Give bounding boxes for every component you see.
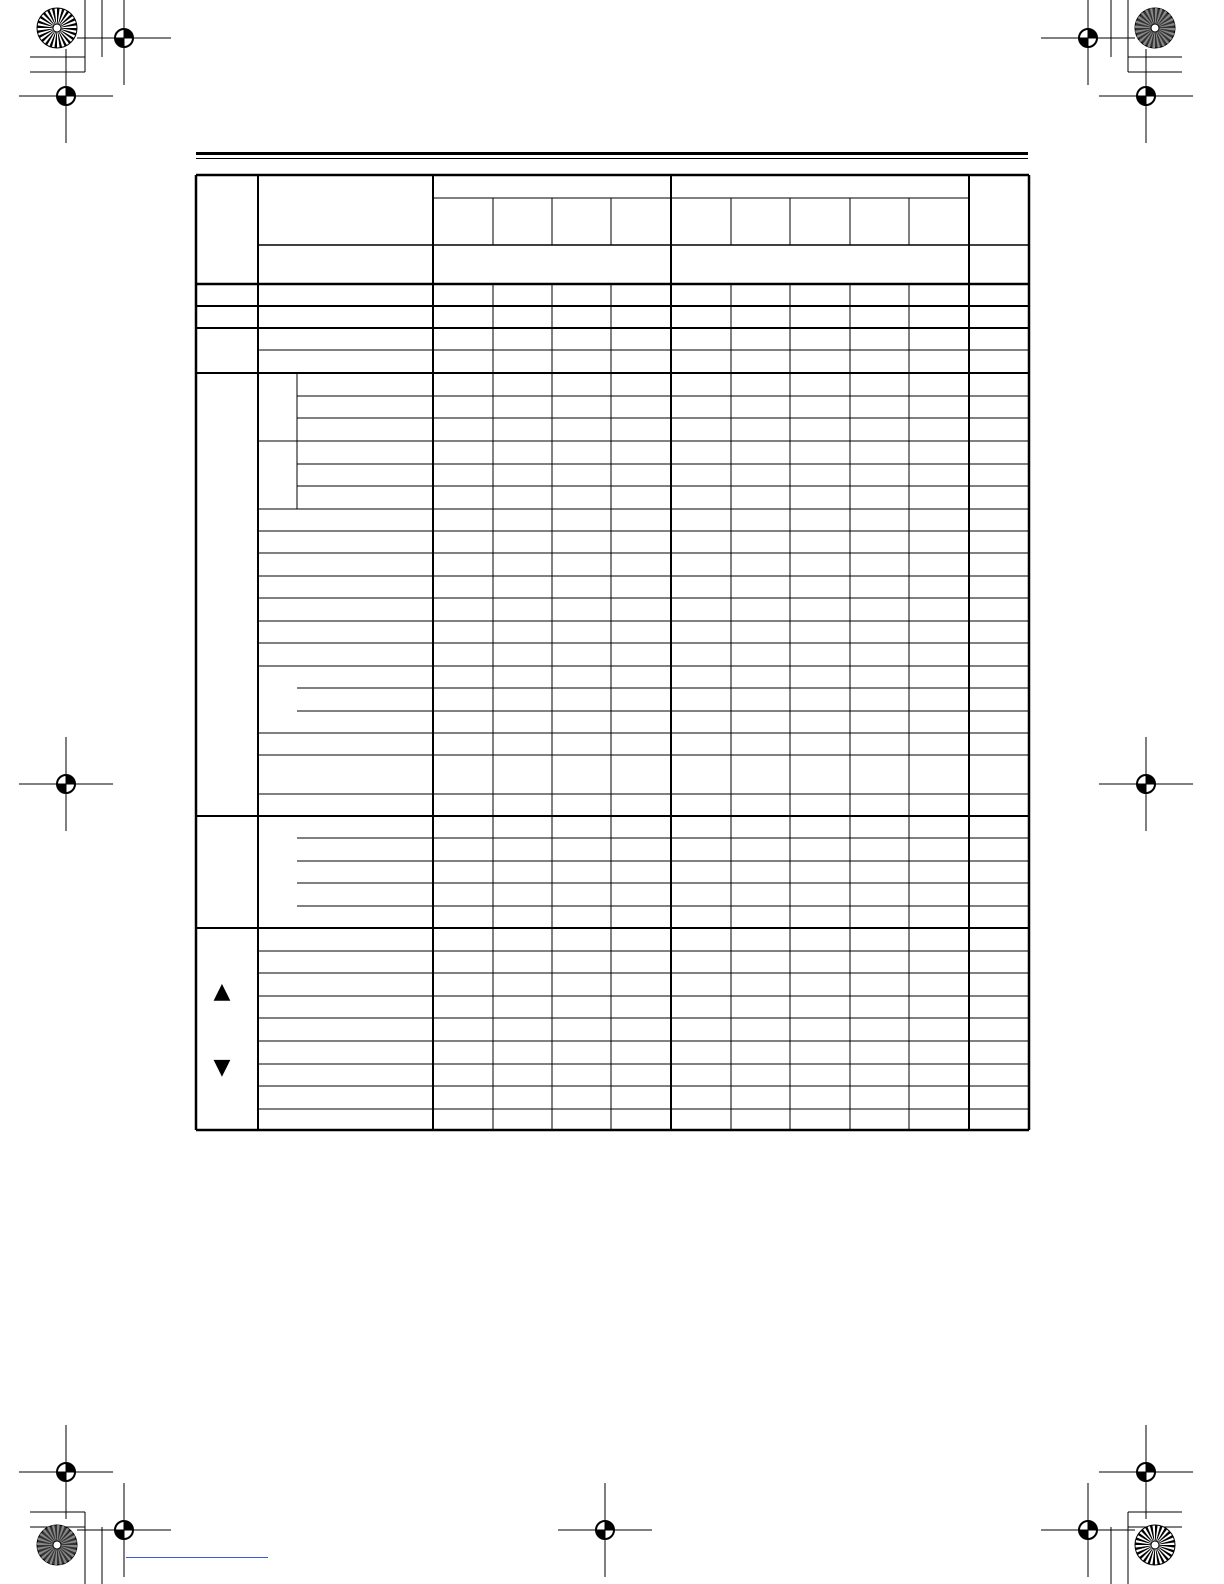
footer-link-underline bbox=[126, 1557, 268, 1558]
down-arrow-icon: ▼ bbox=[213, 1055, 231, 1080]
up-arrow-icon: ▲ bbox=[213, 979, 231, 1004]
